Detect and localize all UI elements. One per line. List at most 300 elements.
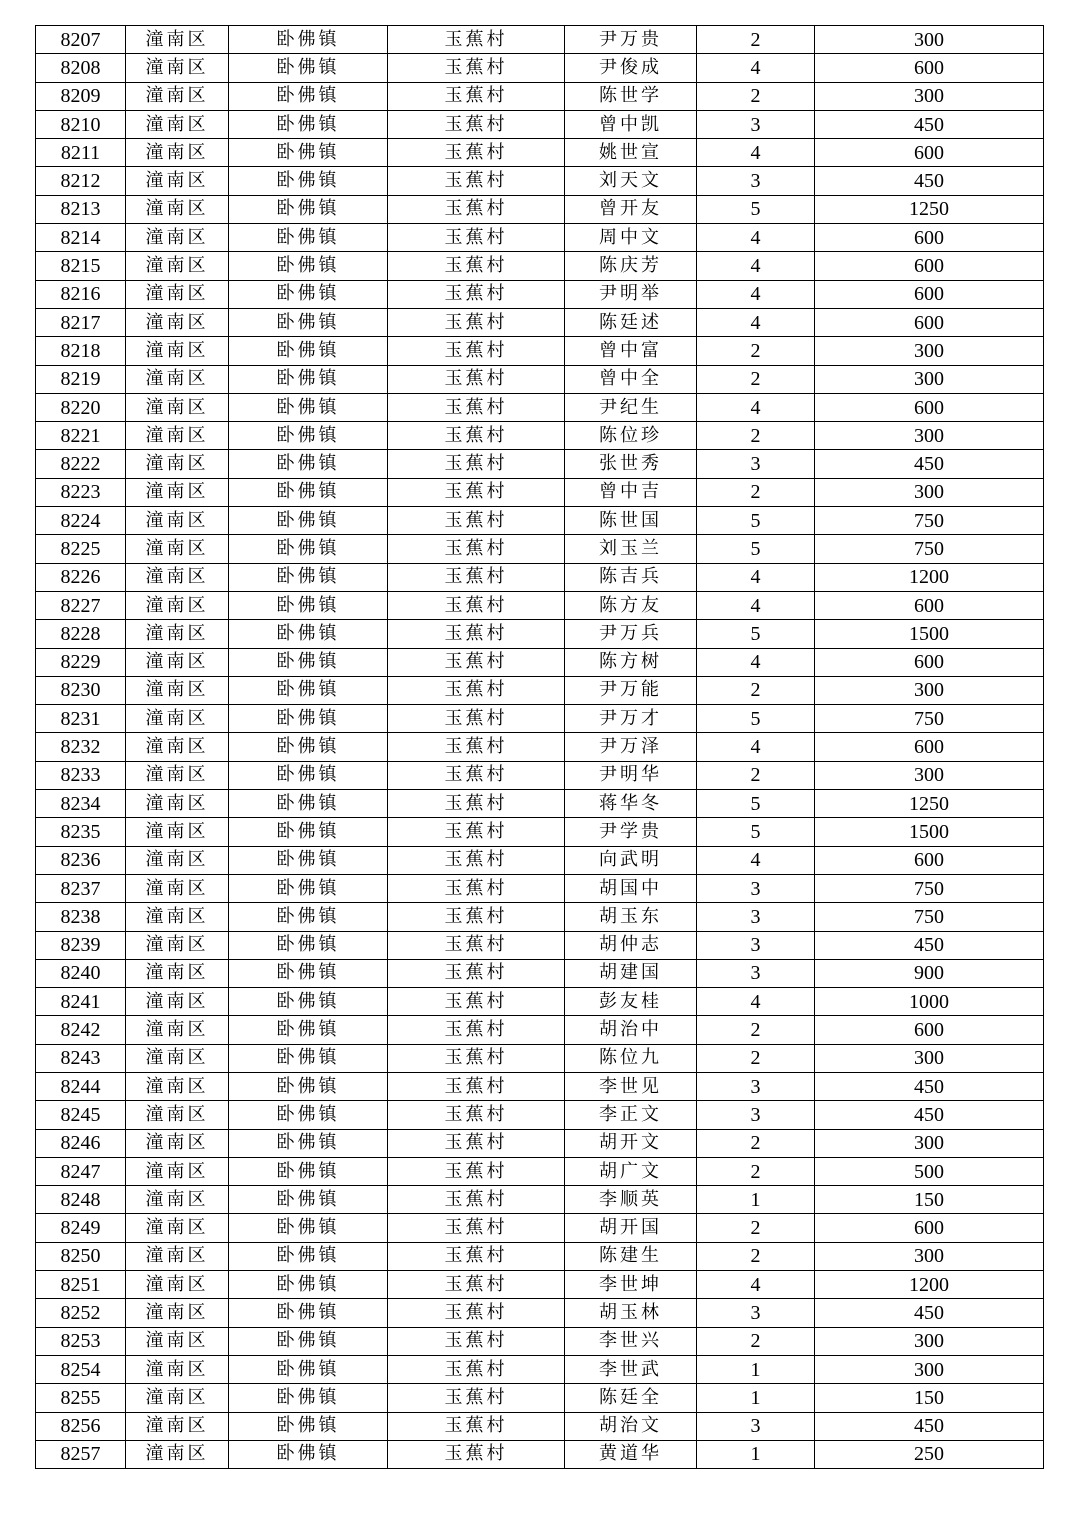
- table-row: [36, 1129, 1044, 1157]
- town-cell: 卧佛镇: [229, 563, 388, 591]
- row-number-cell: 8217: [36, 308, 126, 336]
- name-cell: 周中文: [565, 224, 697, 252]
- table-row: [36, 931, 1044, 959]
- name-cell: 陈世学: [565, 82, 697, 110]
- row-number-cell: 8239: [36, 931, 126, 959]
- household-size-cell: 5: [697, 790, 815, 818]
- table-row: [36, 139, 1044, 167]
- town-cell: 卧佛镇: [229, 1101, 388, 1129]
- village-cell: 玉蕉村: [388, 224, 565, 252]
- row-number-cell: 8218: [36, 337, 126, 365]
- village-cell: 玉蕉村: [388, 620, 565, 648]
- village-cell: 玉蕉村: [388, 648, 565, 676]
- name-cell: 彭友桂: [565, 988, 697, 1016]
- row-number-cell: 8238: [36, 903, 126, 931]
- row-number-cell: 8221: [36, 422, 126, 450]
- amount-cell: 150: [815, 1384, 1044, 1412]
- row-number-cell: 8253: [36, 1327, 126, 1355]
- table-body: [36, 26, 1044, 1469]
- district-cell: 潼南区: [126, 1044, 229, 1072]
- table-row: [36, 1186, 1044, 1214]
- town-cell: 卧佛镇: [229, 252, 388, 280]
- table-row: [36, 393, 1044, 421]
- table-row: [36, 450, 1044, 478]
- amount-cell: 750: [815, 874, 1044, 902]
- town-cell: 卧佛镇: [229, 478, 388, 506]
- town-cell: 卧佛镇: [229, 195, 388, 223]
- name-cell: 陈位珍: [565, 422, 697, 450]
- district-cell: 潼南区: [126, 903, 229, 931]
- table-row: [36, 1072, 1044, 1100]
- name-cell: 李世见: [565, 1072, 697, 1100]
- row-number-cell: 8211: [36, 139, 126, 167]
- household-size-cell: 2: [697, 1157, 815, 1185]
- household-size-cell: 3: [697, 450, 815, 478]
- row-number-cell: 8210: [36, 110, 126, 138]
- district-cell: 潼南区: [126, 1327, 229, 1355]
- district-cell: 潼南区: [126, 393, 229, 421]
- name-cell: 胡玉林: [565, 1299, 697, 1327]
- town-cell: 卧佛镇: [229, 1271, 388, 1299]
- amount-cell: 450: [815, 1412, 1044, 1440]
- village-cell: 玉蕉村: [388, 1214, 565, 1242]
- town-cell: 卧佛镇: [229, 1129, 388, 1157]
- row-number-cell: 8257: [36, 1440, 126, 1468]
- row-number-cell: 8234: [36, 790, 126, 818]
- town-cell: 卧佛镇: [229, 1242, 388, 1270]
- table-row: [36, 337, 1044, 365]
- name-cell: 胡治中: [565, 1016, 697, 1044]
- village-cell: 玉蕉村: [388, 591, 565, 619]
- district-cell: 潼南区: [126, 818, 229, 846]
- town-cell: 卧佛镇: [229, 393, 388, 421]
- name-cell: 黄道华: [565, 1440, 697, 1468]
- row-number-cell: 8251: [36, 1271, 126, 1299]
- table-row: [36, 422, 1044, 450]
- village-cell: 玉蕉村: [388, 1299, 565, 1327]
- village-cell: 玉蕉村: [388, 535, 565, 563]
- household-size-cell: 1: [697, 1440, 815, 1468]
- row-number-cell: 8231: [36, 705, 126, 733]
- name-cell: 胡开文: [565, 1129, 697, 1157]
- town-cell: 卧佛镇: [229, 988, 388, 1016]
- district-cell: 潼南区: [126, 1186, 229, 1214]
- name-cell: 尹俊成: [565, 54, 697, 82]
- town-cell: 卧佛镇: [229, 790, 388, 818]
- row-number-cell: 8228: [36, 620, 126, 648]
- town-cell: 卧佛镇: [229, 931, 388, 959]
- name-cell: 陈世国: [565, 507, 697, 535]
- household-size-cell: 4: [697, 252, 815, 280]
- village-cell: 玉蕉村: [388, 676, 565, 704]
- amount-cell: 250: [815, 1440, 1044, 1468]
- household-size-cell: 4: [697, 139, 815, 167]
- household-size-cell: 4: [697, 563, 815, 591]
- district-cell: 潼南区: [126, 1242, 229, 1270]
- row-number-cell: 8214: [36, 224, 126, 252]
- name-cell: 胡开国: [565, 1214, 697, 1242]
- table-row: [36, 54, 1044, 82]
- village-cell: 玉蕉村: [388, 167, 565, 195]
- amount-cell: 750: [815, 535, 1044, 563]
- district-cell: 潼南区: [126, 308, 229, 336]
- district-cell: 潼南区: [126, 648, 229, 676]
- table-row: [36, 195, 1044, 223]
- household-size-cell: 2: [697, 761, 815, 789]
- district-cell: 潼南区: [126, 365, 229, 393]
- village-cell: 玉蕉村: [388, 761, 565, 789]
- town-cell: 卧佛镇: [229, 761, 388, 789]
- name-cell: 蒋华冬: [565, 790, 697, 818]
- household-size-cell: 1: [697, 1384, 815, 1412]
- table-row: [36, 478, 1044, 506]
- name-cell: 胡玉东: [565, 903, 697, 931]
- row-number-cell: 8248: [36, 1186, 126, 1214]
- village-cell: 玉蕉村: [388, 195, 565, 223]
- amount-cell: 600: [815, 139, 1044, 167]
- name-cell: 胡建国: [565, 959, 697, 987]
- table-row: [36, 1016, 1044, 1044]
- table-row: [36, 733, 1044, 761]
- name-cell: 向武明: [565, 846, 697, 874]
- table-row: [36, 1044, 1044, 1072]
- district-cell: 潼南区: [126, 931, 229, 959]
- row-number-cell: 8212: [36, 167, 126, 195]
- district-cell: 潼南区: [126, 337, 229, 365]
- household-size-cell: 4: [697, 733, 815, 761]
- village-cell: 玉蕉村: [388, 790, 565, 818]
- household-size-cell: 4: [697, 846, 815, 874]
- name-cell: 尹学贵: [565, 818, 697, 846]
- household-size-cell: 3: [697, 167, 815, 195]
- town-cell: 卧佛镇: [229, 224, 388, 252]
- table-row: [36, 761, 1044, 789]
- amount-cell: 600: [815, 308, 1044, 336]
- district-cell: 潼南区: [126, 676, 229, 704]
- name-cell: 李世兴: [565, 1327, 697, 1355]
- table-row: [36, 846, 1044, 874]
- amount-cell: 1250: [815, 195, 1044, 223]
- household-size-cell: 3: [697, 903, 815, 931]
- table-row: [36, 988, 1044, 1016]
- village-cell: 玉蕉村: [388, 26, 565, 54]
- village-cell: 玉蕉村: [388, 252, 565, 280]
- village-cell: 玉蕉村: [388, 931, 565, 959]
- amount-cell: 750: [815, 705, 1044, 733]
- row-number-cell: 8241: [36, 988, 126, 1016]
- household-size-cell: 3: [697, 110, 815, 138]
- row-number-cell: 8213: [36, 195, 126, 223]
- row-number-cell: 8232: [36, 733, 126, 761]
- district-cell: 潼南区: [126, 54, 229, 82]
- district-cell: 潼南区: [126, 422, 229, 450]
- amount-cell: 1250: [815, 790, 1044, 818]
- table-row: [36, 591, 1044, 619]
- amount-cell: 300: [815, 337, 1044, 365]
- name-cell: 张世秀: [565, 450, 697, 478]
- household-size-cell: 5: [697, 195, 815, 223]
- table-row: [36, 1271, 1044, 1299]
- town-cell: 卧佛镇: [229, 676, 388, 704]
- row-number-cell: 8236: [36, 846, 126, 874]
- amount-cell: 1200: [815, 1271, 1044, 1299]
- amount-cell: 1500: [815, 818, 1044, 846]
- name-cell: 李正文: [565, 1101, 697, 1129]
- name-cell: 陈方树: [565, 648, 697, 676]
- village-cell: 玉蕉村: [388, 393, 565, 421]
- village-cell: 玉蕉村: [388, 874, 565, 902]
- table-row: [36, 26, 1044, 54]
- village-cell: 玉蕉村: [388, 54, 565, 82]
- town-cell: 卧佛镇: [229, 1214, 388, 1242]
- row-number-cell: 8254: [36, 1355, 126, 1383]
- row-number-cell: 8256: [36, 1412, 126, 1440]
- household-size-cell: 2: [697, 676, 815, 704]
- village-cell: 玉蕉村: [388, 337, 565, 365]
- district-cell: 潼南区: [126, 1101, 229, 1129]
- amount-cell: 500: [815, 1157, 1044, 1185]
- town-cell: 卧佛镇: [229, 1186, 388, 1214]
- name-cell: 李顺英: [565, 1186, 697, 1214]
- household-size-cell: 4: [697, 308, 815, 336]
- village-cell: 玉蕉村: [388, 903, 565, 931]
- amount-cell: 600: [815, 591, 1044, 619]
- town-cell: 卧佛镇: [229, 846, 388, 874]
- row-number-cell: 8235: [36, 818, 126, 846]
- name-cell: 尹明华: [565, 761, 697, 789]
- village-cell: 玉蕉村: [388, 139, 565, 167]
- town-cell: 卧佛镇: [229, 1384, 388, 1412]
- town-cell: 卧佛镇: [229, 365, 388, 393]
- amount-cell: 600: [815, 1214, 1044, 1242]
- amount-cell: 600: [815, 224, 1044, 252]
- town-cell: 卧佛镇: [229, 648, 388, 676]
- district-cell: 潼南区: [126, 535, 229, 563]
- name-cell: 陈吉兵: [565, 563, 697, 591]
- town-cell: 卧佛镇: [229, 82, 388, 110]
- village-cell: 玉蕉村: [388, 1072, 565, 1100]
- village-cell: 玉蕉村: [388, 1044, 565, 1072]
- district-cell: 潼南区: [126, 705, 229, 733]
- village-cell: 玉蕉村: [388, 1016, 565, 1044]
- household-size-cell: 4: [697, 648, 815, 676]
- name-cell: 刘天文: [565, 167, 697, 195]
- household-size-cell: 3: [697, 1101, 815, 1129]
- amount-cell: 450: [815, 1299, 1044, 1327]
- town-cell: 卧佛镇: [229, 959, 388, 987]
- district-cell: 潼南区: [126, 1271, 229, 1299]
- household-size-cell: 4: [697, 54, 815, 82]
- name-cell: 尹万能: [565, 676, 697, 704]
- name-cell: 曾中吉: [565, 478, 697, 506]
- district-cell: 潼南区: [126, 1016, 229, 1044]
- household-size-cell: 3: [697, 959, 815, 987]
- district-cell: 潼南区: [126, 620, 229, 648]
- name-cell: 尹万泽: [565, 733, 697, 761]
- amount-cell: 450: [815, 931, 1044, 959]
- household-size-cell: 2: [697, 82, 815, 110]
- household-size-cell: 3: [697, 931, 815, 959]
- town-cell: 卧佛镇: [229, 1072, 388, 1100]
- village-cell: 玉蕉村: [388, 1129, 565, 1157]
- district-cell: 潼南区: [126, 959, 229, 987]
- data-table: [35, 25, 1044, 1469]
- row-number-cell: 8209: [36, 82, 126, 110]
- amount-cell: 1200: [815, 563, 1044, 591]
- row-number-cell: 8207: [36, 26, 126, 54]
- amount-cell: 300: [815, 365, 1044, 393]
- amount-cell: 750: [815, 903, 1044, 931]
- amount-cell: 600: [815, 252, 1044, 280]
- amount-cell: 150: [815, 1186, 1044, 1214]
- row-number-cell: 8252: [36, 1299, 126, 1327]
- household-size-cell: 5: [697, 705, 815, 733]
- amount-cell: 300: [815, 761, 1044, 789]
- amount-cell: 600: [815, 648, 1044, 676]
- town-cell: 卧佛镇: [229, 903, 388, 931]
- town-cell: 卧佛镇: [229, 818, 388, 846]
- district-cell: 潼南区: [126, 790, 229, 818]
- village-cell: 玉蕉村: [388, 705, 565, 733]
- row-number-cell: 8224: [36, 507, 126, 535]
- town-cell: 卧佛镇: [229, 139, 388, 167]
- district-cell: 潼南区: [126, 1440, 229, 1468]
- table-row: [36, 1412, 1044, 1440]
- town-cell: 卧佛镇: [229, 507, 388, 535]
- table-row: [36, 167, 1044, 195]
- table-row: [36, 1299, 1044, 1327]
- amount-cell: 600: [815, 280, 1044, 308]
- row-number-cell: 8247: [36, 1157, 126, 1185]
- name-cell: 尹万才: [565, 705, 697, 733]
- table-row: [36, 1327, 1044, 1355]
- name-cell: 胡广文: [565, 1157, 697, 1185]
- row-number-cell: 8242: [36, 1016, 126, 1044]
- district-cell: 潼南区: [126, 450, 229, 478]
- household-size-cell: 5: [697, 535, 815, 563]
- district-cell: 潼南区: [126, 280, 229, 308]
- household-size-cell: 5: [697, 818, 815, 846]
- row-number-cell: 8249: [36, 1214, 126, 1242]
- amount-cell: 300: [815, 82, 1044, 110]
- village-cell: 玉蕉村: [388, 1355, 565, 1383]
- district-cell: 潼南区: [126, 507, 229, 535]
- district-cell: 潼南区: [126, 224, 229, 252]
- district-cell: 潼南区: [126, 1412, 229, 1440]
- household-size-cell: 3: [697, 874, 815, 902]
- town-cell: 卧佛镇: [229, 450, 388, 478]
- town-cell: 卧佛镇: [229, 1299, 388, 1327]
- table-row: [36, 1355, 1044, 1383]
- town-cell: 卧佛镇: [229, 535, 388, 563]
- district-cell: 潼南区: [126, 82, 229, 110]
- household-size-cell: 5: [697, 507, 815, 535]
- village-cell: 玉蕉村: [388, 82, 565, 110]
- table-row: [36, 280, 1044, 308]
- household-size-cell: 1: [697, 1355, 815, 1383]
- village-cell: 玉蕉村: [388, 1186, 565, 1214]
- row-number-cell: 8216: [36, 280, 126, 308]
- table-row: [36, 874, 1044, 902]
- name-cell: 尹万兵: [565, 620, 697, 648]
- household-size-cell: 4: [697, 591, 815, 619]
- district-cell: 潼南区: [126, 252, 229, 280]
- household-size-cell: 2: [697, 478, 815, 506]
- town-cell: 卧佛镇: [229, 1327, 388, 1355]
- village-cell: 玉蕉村: [388, 846, 565, 874]
- amount-cell: 300: [815, 1044, 1044, 1072]
- name-cell: 姚世宣: [565, 139, 697, 167]
- district-cell: 潼南区: [126, 1384, 229, 1412]
- district-cell: 潼南区: [126, 1129, 229, 1157]
- amount-cell: 300: [815, 478, 1044, 506]
- amount-cell: 300: [815, 1242, 1044, 1270]
- village-cell: 玉蕉村: [388, 959, 565, 987]
- village-cell: 玉蕉村: [388, 308, 565, 336]
- district-cell: 潼南区: [126, 195, 229, 223]
- row-number-cell: 8223: [36, 478, 126, 506]
- amount-cell: 600: [815, 393, 1044, 421]
- table-row: [36, 1242, 1044, 1270]
- village-cell: 玉蕉村: [388, 1384, 565, 1412]
- town-cell: 卧佛镇: [229, 591, 388, 619]
- village-cell: 玉蕉村: [388, 1440, 565, 1468]
- table-row: [36, 790, 1044, 818]
- household-size-cell: 3: [697, 1072, 815, 1100]
- amount-cell: 450: [815, 167, 1044, 195]
- row-number-cell: 8233: [36, 761, 126, 789]
- amount-cell: 600: [815, 54, 1044, 82]
- amount-cell: 300: [815, 1129, 1044, 1157]
- district-cell: 潼南区: [126, 761, 229, 789]
- district-cell: 潼南区: [126, 846, 229, 874]
- household-size-cell: 2: [697, 1214, 815, 1242]
- village-cell: 玉蕉村: [388, 1412, 565, 1440]
- row-number-cell: 8230: [36, 676, 126, 704]
- district-cell: 潼南区: [126, 874, 229, 902]
- name-cell: 尹纪生: [565, 393, 697, 421]
- name-cell: 胡仲志: [565, 931, 697, 959]
- household-size-cell: 2: [697, 337, 815, 365]
- household-size-cell: 4: [697, 224, 815, 252]
- row-number-cell: 8240: [36, 959, 126, 987]
- household-size-cell: 2: [697, 422, 815, 450]
- table-row: [36, 1214, 1044, 1242]
- amount-cell: 450: [815, 1072, 1044, 1100]
- town-cell: 卧佛镇: [229, 422, 388, 450]
- name-cell: 陈建生: [565, 1242, 697, 1270]
- row-number-cell: 8229: [36, 648, 126, 676]
- amount-cell: 450: [815, 110, 1044, 138]
- household-size-cell: 2: [697, 1044, 815, 1072]
- town-cell: 卧佛镇: [229, 1440, 388, 1468]
- row-number-cell: 8222: [36, 450, 126, 478]
- village-cell: 玉蕉村: [388, 563, 565, 591]
- household-size-cell: 2: [697, 1129, 815, 1157]
- household-size-cell: 3: [697, 1412, 815, 1440]
- table-row: [36, 308, 1044, 336]
- town-cell: 卧佛镇: [229, 733, 388, 761]
- district-cell: 潼南区: [126, 478, 229, 506]
- amount-cell: 600: [815, 733, 1044, 761]
- row-number-cell: 8220: [36, 393, 126, 421]
- amount-cell: 600: [815, 846, 1044, 874]
- table-row: [36, 563, 1044, 591]
- household-size-cell: 4: [697, 280, 815, 308]
- village-cell: 玉蕉村: [388, 1157, 565, 1185]
- village-cell: 玉蕉村: [388, 988, 565, 1016]
- name-cell: 曾中凯: [565, 110, 697, 138]
